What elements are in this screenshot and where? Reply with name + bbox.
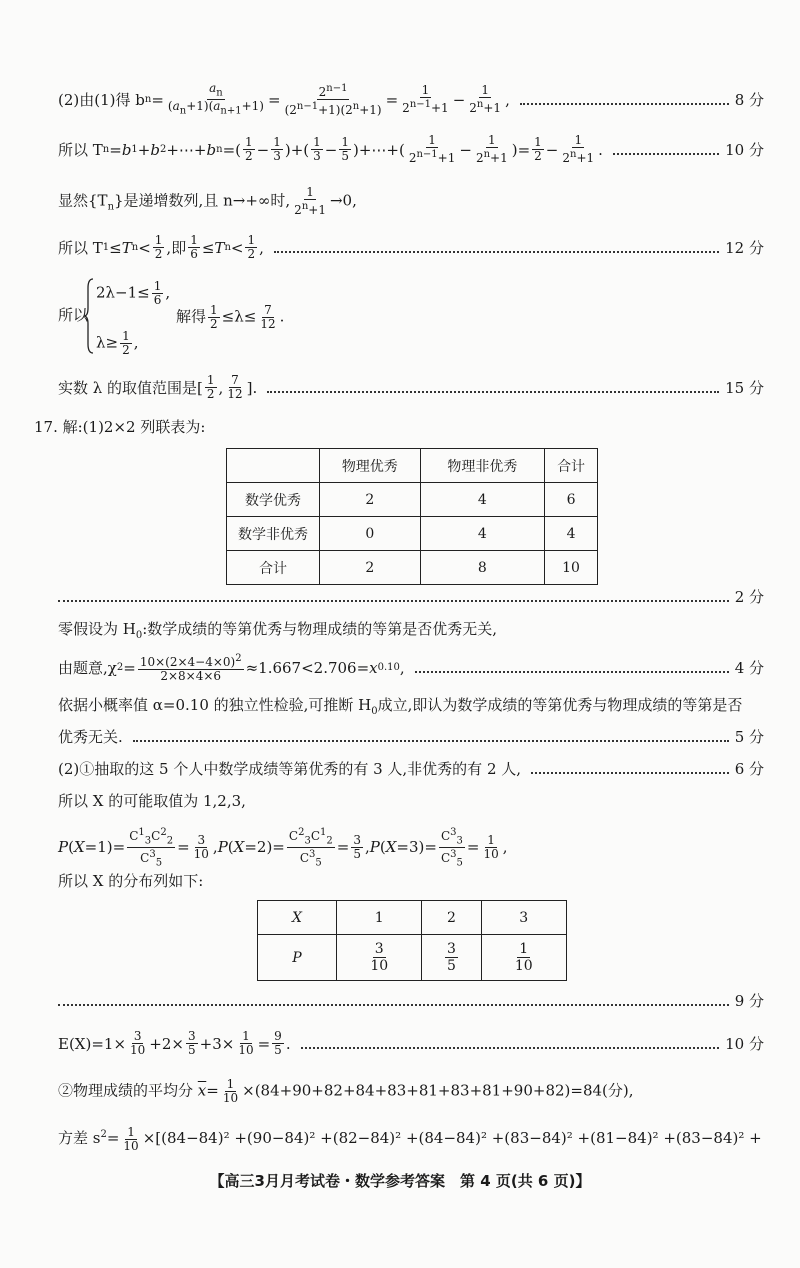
line-tn-sum: 所以 T n = b 1 + b 2 +⋯+ b n =( $\frac{1}{2}$ − $\frac{1}{3}$ )+( $\frac{1}{3}$ − $\frac{1}{5}$ )+⋯+( $\frac{1}{2^{n-1}+1}$ − $\frac{1}{2^n+1}$ )= $\frac{1}{2}$ − $\frac{1}{2^n+1}$ . 10 分 (58, 133, 764, 165)
line-mean: ②物理成绩的平均分 $\overline{x}=$ $\frac{1}{10}$ ×(84+90+82+84+83+81+83+81+90+82)=84(分), (58, 1077, 634, 1105)
fraction: $\frac{7}{12}$ (260, 303, 276, 331)
fraction: $\frac{3}{10}$ (193, 833, 209, 862)
line-lambda-range: 实数 λ 的取值范围是[ $\frac{1}{2}$ , $\frac{7}{12}$ ]. 15 分 (58, 373, 764, 401)
system-label: 所以 (58, 306, 89, 324)
table-header: 物理非优秀 (420, 449, 545, 483)
table-cell: 4 (545, 517, 598, 551)
score-label: 5 分 (734, 728, 764, 746)
line-independence-1: 依据小概率值 α=0.10 的独立性检验,可推断 $H_0$成立,即认为数学成绩的等第优秀与物理成绩的等第是否 (58, 696, 743, 717)
line-chi-square: 由题意,χ 2 = $\frac{10\times(2\times 4-4\times 0)^2}{2\times 8\times 4\times 6}$ ≈1.667<2.706= x 0.10 , 4 分 (58, 653, 764, 683)
fraction: $\frac{C^2_3C^1_2}{C^3_5}$ (288, 827, 333, 869)
score-label: 9 分 (734, 992, 764, 1010)
fraction: $\frac{1}{2}$ (122, 329, 130, 357)
table-cell: $\frac{3}{5}$ (422, 935, 481, 981)
fraction: $\frac{1}{2^n+1}$ (294, 185, 326, 217)
fraction: $\frac{1}{2}$ (534, 135, 542, 163)
line-probabilities: P(X=1)= $\frac{C^1_3C^2_2}{C^3_5}$ = $\frac{3}{10}$ ,P(X=2)= $\frac{C^2_3C^1_2}{C^3_5}$ = $\frac{3}{5}$ ,P(X=3)= $\frac{C^3_3}{C^3_5}$ = $\frac{1}{10}$ , (58, 827, 508, 869)
dot-leader (133, 740, 729, 742)
fraction: $\frac{1}{2}$ (206, 373, 215, 401)
score-label: 2 分 (734, 588, 764, 606)
line-table-score (58, 586, 764, 608)
table-cell: 合计 (227, 551, 320, 585)
fraction: $\frac{1}{2}$ (244, 135, 253, 163)
score-label: 4 分 (734, 658, 764, 677)
table-header: P (258, 935, 337, 981)
score-label: 15 分 (725, 378, 764, 397)
table-cell: 6 (545, 483, 598, 517)
score-label: 12 分 (725, 238, 764, 257)
table-cell: 2 (320, 551, 421, 585)
fraction: $\frac{a_n}{(a_n+1)(a_{n+1}+1)}$ (167, 81, 264, 117)
line-bounds: 所以 T 1 ≤ T n < $\frac{1}{2}$ ,即 $\frac{1}{6}$ ≤ T n < $\frac{1}{2}$ , 12 分 (58, 233, 764, 261)
score-label: 6 分 (734, 760, 764, 778)
dot-leader (520, 103, 729, 105)
dot-leader (58, 1004, 729, 1006)
dot-leader (301, 1047, 720, 1049)
fraction: $\frac{1}{2}$ (154, 233, 163, 261)
table-row (258, 901, 567, 935)
table-header: 合计 (545, 449, 598, 483)
table-row (227, 449, 598, 483)
table-cell: 3 (481, 901, 566, 935)
system-row-2: λ≥ $\frac{1}{2}$ , (96, 329, 139, 357)
line-variance: 方差 $s^2=$ $\frac{1}{10}$ ×[(84−84)² +(90−84)² +(82−84)² +(84−84)² +(83−84)² +(81−84)² +(83−84)² + (58, 1124, 762, 1153)
table-cell: 8 (420, 551, 545, 585)
line-null-hypothesis: 零假设为 $H_0$:数学成绩的等第优秀与物理成绩的等第是否优秀无关, (58, 620, 498, 641)
fraction: $\frac{3}{10}$ (130, 1029, 146, 1057)
table-cell: 数学非优秀 (227, 517, 320, 551)
table-cell: 0 (320, 517, 421, 551)
score-label: 10 分 (725, 140, 764, 159)
score-label: 10 分 (725, 1034, 764, 1053)
table-row (258, 935, 567, 981)
table-row (227, 483, 598, 517)
fraction: $\frac{1}{5}$ (341, 135, 349, 163)
page-footer: 【高三3月月考试卷・数学参考答案 第 4 页(共 6 页)】 (209, 1172, 591, 1190)
table-corner-cell (227, 449, 320, 483)
table-row (227, 517, 598, 551)
fraction: $\frac{C^1_3C^2_2}{C^3_5}$ (129, 827, 174, 869)
table-cell: 4 (420, 517, 545, 551)
fraction: $\frac{1}{2^n+1}$ (469, 83, 502, 116)
line-x-values: 所以 X 的可能取值为 1,2,3, (58, 792, 246, 810)
fraction: $\frac{1}{3}$ (313, 135, 321, 163)
fraction: $\frac{1}{2^{n-1}+1}$ (408, 133, 456, 165)
fraction: $\frac{1}{2^n+1}$ (562, 133, 595, 165)
fraction: $\frac{C^3_3}{C^3_5}$ (440, 827, 463, 869)
dot-leader (613, 153, 719, 155)
line-part2-sampling: (2)①抽取的这 5 个人中数学成绩等第优秀的有 3 人,非优秀的有 2 人, 6 分 (58, 760, 764, 778)
fraction: $\frac{3}{5}$ (353, 833, 361, 862)
contingency-table (226, 448, 598, 585)
dot-leader (531, 772, 729, 774)
table-cell: 2 (422, 901, 481, 935)
line-bn-definition: (2)由(1)得 b n = $\frac{a_n}{(a_n+1)(a_{n+1}+1)}$ = $\frac{2^{n-1}}{(2^{n-1}+1)(2^n+1)}$ = $\frac{1}{2^{n-1}+1}$ − $\frac{1}{2^n+1}$ , 8 分 (58, 81, 764, 118)
dot-leader (415, 671, 729, 673)
table-cell: 4 (420, 483, 545, 517)
table-cell: 10 (545, 551, 598, 585)
fraction: $\frac{1}{6}$ (153, 279, 162, 307)
fraction: $\frac{1}{2^n+1}$ (475, 133, 508, 165)
line-monotonic: 显然$\{T_n\}$是递增数列,且 n→+∞时, $\frac{1}{2^n+1}$ →0, (58, 185, 357, 217)
line-expectation: E(X)=1× $\frac{3}{10}$ +2× $\frac{3}{5}$ +3× $\frac{1}{10}$ = $\frac{9}{5}$ . 10 分 (58, 1029, 764, 1057)
fraction: $\frac{1}{10}$ (123, 1124, 139, 1153)
fraction: $\frac{10\times(2\times 4-4\times 0)^2}{2\times 8\times 4\times 6}$ (139, 653, 242, 683)
score-label: 8 分 (734, 90, 764, 109)
dot-leader (274, 251, 719, 253)
fraction: $\frac{1}{2^{n-1}+1}$ (402, 83, 449, 116)
fraction: $\frac{1}{6}$ (190, 233, 198, 261)
fraction: $\frac{3}{5}$ (187, 1029, 196, 1057)
fraction: $\frac{9}{5}$ (274, 1029, 282, 1057)
line-distribution-intro: 所以 X 的分布列如下: (58, 872, 204, 890)
question-17-title: 17. 解:(1)2×2 列联表为: (34, 418, 206, 436)
fraction: $\frac{1}{10}$ (238, 1029, 254, 1057)
table-header: 物理优秀 (320, 449, 421, 483)
fraction: $\frac{1}{10}$ (483, 833, 499, 862)
system-row-1: 2λ−1≤ $\frac{1}{6}$ , (96, 279, 171, 307)
table-cell: 2 (320, 483, 421, 517)
fraction: $\frac{1}{2}$ (210, 303, 218, 331)
brace-icon (84, 278, 94, 354)
table-cell: 数学优秀 (227, 483, 320, 517)
table-cell: $\frac{1}{10}$ (481, 935, 566, 981)
table-row (227, 551, 598, 585)
dot-leader (267, 391, 719, 393)
fraction: $\frac{1}{2}$ (247, 233, 256, 261)
solve-result: 解得 $\frac{1}{2}$ ≤λ≤ $\frac{7}{12}$ . (176, 303, 285, 331)
table-cell: 1 (337, 901, 422, 935)
table-cell: $\frac{3}{10}$ (337, 935, 422, 981)
fraction: $\frac{1}{10}$ (222, 1077, 239, 1105)
line-distribution-score (58, 990, 764, 1012)
line-independence-2: 优秀无关. 5 分 (58, 728, 764, 746)
distribution-table (257, 900, 567, 981)
fraction: $\frac{7}{12}$ (227, 373, 243, 401)
dot-leader (58, 600, 729, 602)
fraction: $\frac{2^{n-1}}{(2^{n-1}+1)(2^n+1)}$ (284, 83, 382, 118)
fraction: $\frac{1}{3}$ (273, 135, 281, 163)
table-header: X (258, 901, 337, 935)
